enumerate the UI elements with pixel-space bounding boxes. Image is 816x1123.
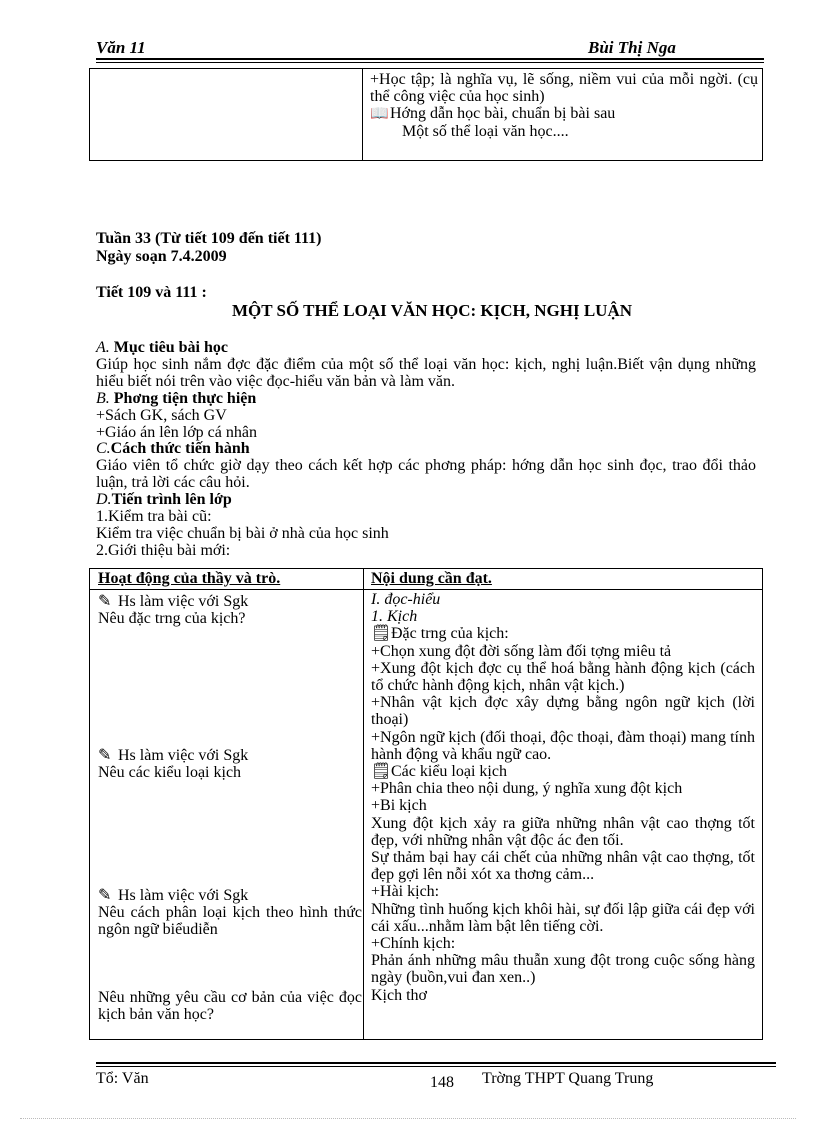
continuation-line: +Học tập; là nghĩa vụ, lẽ sống, niềm vui của mỗi ngời. (cụ thể công việc của học sinh): [370, 71, 758, 105]
activity-step: [98, 747, 362, 764]
column-divider: [362, 69, 363, 160]
section-letter: C.: [96, 440, 111, 458]
content-line-text: Các kiểu loại kịch: [391, 763, 507, 781]
activity-step-text: Hs làm việc với Sgk: [118, 593, 249, 610]
section-title: Cách thức tiến hành: [110, 440, 250, 458]
content-line: +Hài kịch:: [371, 883, 440, 901]
prep-date: Ngày soạn 7.4.2009: [96, 248, 227, 265]
section-a-heading: [96, 340, 756, 357]
section-letter: A.: [96, 339, 110, 356]
content-line: +Chính kịch:: [371, 935, 456, 953]
pencil-icon: ✎: [98, 593, 112, 610]
section-c-text: Giáo viên tổ chức giờ dạy theo cách kết hợp các phơng pháp: hớng dẫn học sinh đọc, trao đổi thảo luận, trả lời các câu hỏi.: [96, 457, 756, 492]
page-number: 148: [430, 1074, 454, 1091]
content-line: +Chọn xung đột đời sống làm đối tợng miêu tả: [371, 642, 672, 660]
section-letter: D.: [96, 491, 112, 509]
content-line: +Phân chia theo nội dung, ý nghĩa xung đột kịch: [371, 780, 683, 798]
week-info: [96, 230, 321, 266]
content-line: Phản ánh những mâu thuẫn xung đột trong cuộc sống hàng ngày (buồn,vui đan xen..): [371, 952, 755, 987]
content-line: +Ngôn ngữ kịch (đối thoại, độc thoại, đàm thoại) mang tính hành động và khẩu ngữ cao.: [371, 728, 755, 763]
section-b-item: +Giáo án lên lớp cá nhân: [96, 423, 257, 441]
content-line: Xung đột kịch xảy ra giữa những nhân vật cao thợng tốt đẹp, với những nhân vật độc ác đen tối.: [371, 814, 755, 849]
activity-step-text: Hs làm việc với Sgk: [118, 887, 249, 904]
activity-question: Nêu những yêu cầu cơ bản của việc đọc kịch bản văn học?: [98, 989, 362, 1023]
page-edge: [20, 1118, 796, 1119]
content-subheading: 1. Kịch: [371, 608, 418, 626]
activity-4: [98, 989, 362, 1023]
section-letter: B.: [96, 389, 110, 407]
col-header-content: Nội dung cần đạt.: [371, 570, 492, 587]
header-row-rule: [90, 589, 762, 590]
notepad-icon: 🗒: [371, 625, 392, 643]
content-line: +Bi kịch: [371, 797, 427, 815]
homework-text: Hớng dẫn học bài, chuẩn bị bài sau: [390, 105, 616, 122]
continuation-cell: [370, 71, 758, 140]
lesson-title: MỘT SỐ THỂ LOẠI VĂN HỌC: KỊCH, NGHỊ LUẬN: [231, 301, 633, 320]
content-line: Những tình huống kịch khôi hài, sự đối lập giữa cái đẹp với cái xấu...nhằm làm bật lên tiếng cời.: [371, 900, 755, 935]
book-icon: 📖: [370, 106, 389, 122]
activity-question: Nêu các kiểu loại kịch: [98, 764, 242, 781]
continuation-table: [89, 68, 763, 161]
activity-table: [89, 568, 763, 1040]
activity-step: [98, 593, 362, 610]
pencil-icon: ✎: [98, 887, 112, 904]
content-heading: I. đọc-hiểu: [371, 591, 441, 608]
column-divider: [363, 569, 364, 1039]
content-line: Kịch thơ: [371, 986, 428, 1004]
content-cell: [371, 591, 755, 1004]
section-d-item: 1.Kiểm tra bài cũ:: [96, 508, 212, 526]
section-d-item: Kiểm tra việc chuẩn bị bài ở nhà của học sinh: [96, 524, 389, 542]
footer-rule: [96, 1062, 776, 1064]
activity-step-text: Hs làm việc với Sgk: [118, 747, 249, 764]
activity-step: [98, 887, 362, 904]
section-a-text: Giúp học sinh nắm đợc đặc điểm của một số thể loại văn học: kịch, nghị luận.Biết vận dụng những hiểu biết nói trên vào việc đọc-hiểu văn bản và làm văn.: [96, 355, 756, 390]
footer-rule: [96, 1066, 776, 1067]
section-d-heading: [96, 492, 756, 509]
header-rule: [96, 58, 764, 63]
activity-3: [98, 887, 362, 938]
lesson-plan-body: [96, 340, 756, 560]
col-header-activities: Hoạt động của thầy và trò.: [98, 570, 281, 587]
next-lesson-line: Một số thể loại văn học....: [402, 123, 569, 140]
activity-question: Nêu đặc trng của kịch?: [98, 610, 246, 627]
pencil-icon: ✎: [98, 747, 112, 764]
section-b-heading: [96, 391, 756, 408]
notepad-icon: 🗒: [371, 763, 392, 781]
week-range: Tuần 33 (Từ tiết 109 đến tiết 111): [96, 230, 322, 247]
activity-2: [98, 747, 362, 781]
section-d-item: 2.Giới thiệu bài mới:: [96, 541, 231, 559]
section-title: Phơng tiện thực hiện: [113, 389, 257, 407]
content-line: Sự thảm bại hay cái chết của những nhân vật cao thợng, tốt đẹp gợi lên nỗi xót xa thơng cảm...: [371, 849, 755, 884]
header-subject: Văn 11: [96, 38, 146, 57]
content-line: [371, 625, 755, 642]
content-line: [371, 763, 755, 780]
footer-department: Tổ: Văn: [96, 1070, 149, 1087]
section-b-item: +Sách GK, sách GV: [96, 406, 227, 424]
content-line-text: Đặc trng của kịch:: [391, 625, 509, 643]
content-line: +Xung đột kịch đợc cụ thể hoá bằng hành động kịch (cách tổ chức hành động kịch, nhân vật kịch.): [371, 659, 755, 695]
section-title: Tiến trình lên lớp: [111, 491, 232, 509]
header-author: Bùi Thị Nga: [588, 38, 676, 57]
footer-school: Trờng THPT Quang Trung: [482, 1070, 654, 1087]
homework-line: [370, 105, 758, 123]
section-c-heading: [96, 441, 756, 458]
activity-question: Nêu cách phân loại kịch theo hình thức ngôn ngữ biểudiễn: [98, 904, 362, 938]
activity-1: [98, 593, 362, 627]
content-line: +Nhân vật kịch đợc xây dựng bằng ngôn ngữ kịch (lời thoại): [371, 694, 755, 729]
period-label: Tiết 109 và 111 :: [96, 284, 207, 301]
section-title: Mục tiêu bài học: [113, 339, 228, 356]
